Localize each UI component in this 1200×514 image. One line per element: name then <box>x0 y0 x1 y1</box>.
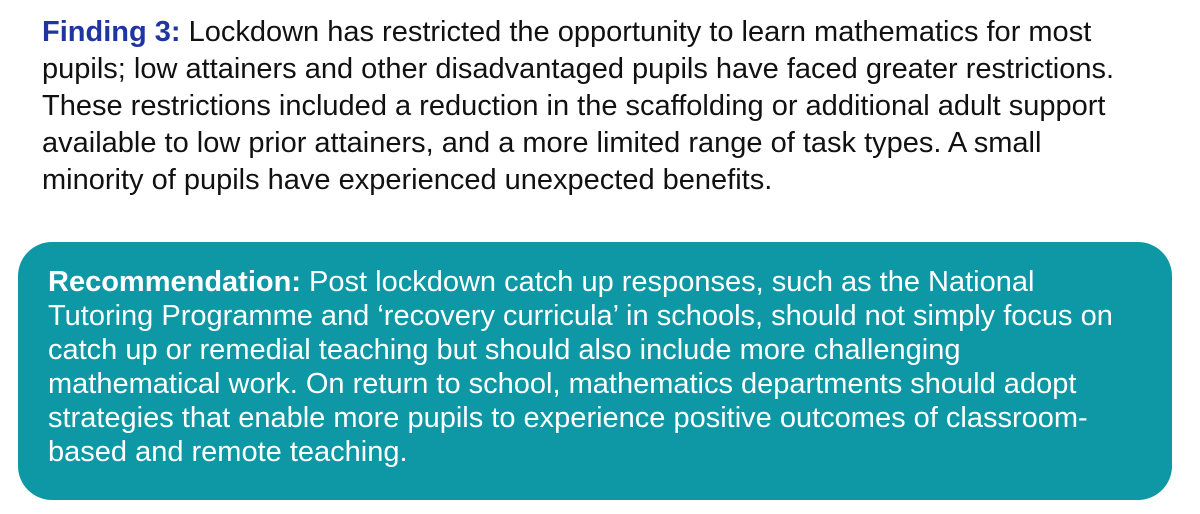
recommendation-paragraph <box>48 265 1158 469</box>
finding-paragraph <box>42 14 1162 199</box>
recommendation-label: Recommendation: <box>48 266 301 298</box>
finding-line: These restrictions included a reduction in the scaffolding or additional adult support <box>42 90 1106 122</box>
recommendation-line: catch up or remedial teaching but should also include more challenging <box>48 334 961 366</box>
recommendation-line: based and remote teaching. <box>48 436 408 468</box>
recommendation-line: strategies that enable more pupils to experience positive outcomes of classroom- <box>48 402 1088 434</box>
finding-line: Lockdown has restricted the opportunity to learn mathematics for most <box>188 16 1092 48</box>
recommendation-line: mathematical work. On return to school, mathematics departments should adopt <box>48 368 1077 400</box>
finding-label: Finding 3: <box>42 16 181 48</box>
recommendation-line: Post lockdown catch up responses, such as the National <box>309 266 1035 298</box>
recommendation-line: Tutoring Programme and ‘recovery curricula’ in schools, should not simply focus on <box>48 300 1113 332</box>
finding-line: pupils; low attainers and other disadvantaged pupils have faced greater restrictions. <box>42 53 1115 85</box>
finding-line: available to low prior attainers, and a more limited range of task types. A small <box>42 127 1042 159</box>
recommendation-box <box>18 242 1172 500</box>
finding-line: minority of pupils have experienced unexpected benefits. <box>42 164 773 196</box>
